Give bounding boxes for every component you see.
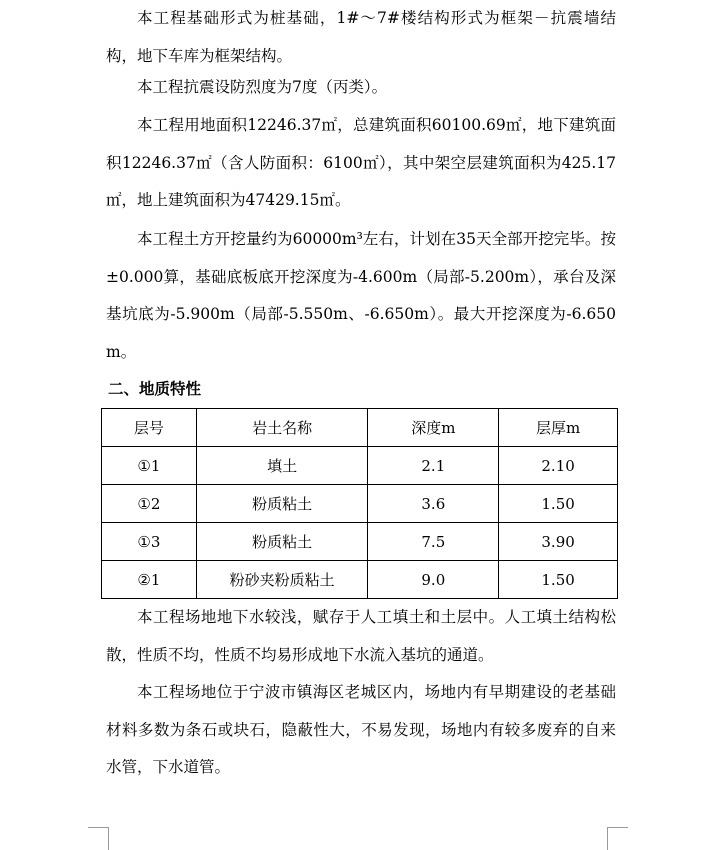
cell-layer-no: ①2 [102,485,197,523]
cell-thickness: 1.50 [499,561,618,599]
cell-layer-no: ②1 [102,561,197,599]
section-heading-geology: 二、地质特性 [108,380,202,398]
cell-depth: 7.5 [368,523,499,561]
cell-depth: 3.6 [368,485,499,523]
cell-thickness: 1.50 [499,485,618,523]
table-row [102,561,618,599]
cell-depth: 9.0 [368,561,499,599]
header-soil-name: 岩土名称 [196,409,368,447]
paragraph-excavation: 本工程土方开挖量约为60000m³左右，计划在35天全部开挖完毕。按±0.000算，基础底板底开挖深度为-4.600m（局部-5.200m），承台及深基坑底为-5.900m（局部-5.550m、-6.650m）。最大开挖深度为-6.650m。 [106,230,616,361]
cell-soil-name: 填土 [196,447,368,485]
cell-soil-name: 粉质粘土 [196,485,368,523]
table-header-row [102,409,618,447]
cell-layer-no: ①1 [102,447,197,485]
geology-table [101,408,618,599]
cell-thickness: 3.90 [499,523,618,561]
page-corner-mark-right [607,827,628,850]
header-depth: 深度m [368,409,499,447]
paragraph-foundation: 本工程基础形式为桩基础，1#～7#楼结构形式为框架－抗震墙结构，地下车库为框架结构。 [106,9,616,65]
cell-soil-name: 粉砂夹粉质粘土 [196,561,368,599]
cell-layer-no: ①3 [102,523,197,561]
page-corner-mark-left [88,827,109,850]
table-row [102,523,618,561]
paragraph-site-location: 本工程场地位于宁波市镇海区老城区内，场地内有早期建设的老基础材料多数为条石或块石，隐蔽性大，不易发现，场地内有较多废弃的自来水管，下水道管。 [106,683,616,776]
paragraph-area: 本工程用地面积12246.37㎡，总建筑面积60100.69㎡，地下建筑面积12246.37㎡（含人防面积：6100㎡），其中架空层建筑面积为425.17㎡，地上建筑面积为47429.15㎡。 [106,116,616,209]
paragraph-seismic: 本工程抗震设防烈度为7度（丙类）。 [137,78,388,96]
header-thickness: 层厚m [499,409,618,447]
table-row [102,485,618,523]
paragraph-groundwater: 本工程场地地下水较浅，赋存于人工填土和土层中。人工填土结构松散，性质不均，性质不均易形成地下水流入基坑的通道。 [106,608,616,664]
header-layer-no: 层号 [102,409,197,447]
table-row [102,447,618,485]
cell-soil-name: 粉质粘土 [196,523,368,561]
cell-thickness: 2.10 [499,447,618,485]
cell-depth: 2.1 [368,447,499,485]
